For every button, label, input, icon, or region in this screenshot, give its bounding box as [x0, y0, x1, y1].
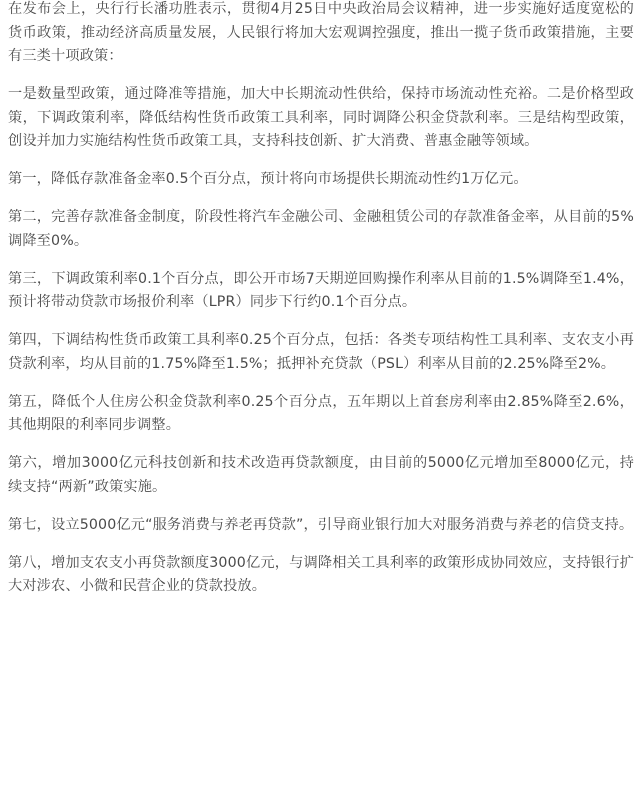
- policy-item-3: 第三，下调政策利率0.1个百分点，即公开市场7天期逆回购操作利率从目前的1.5%调降至1.4%，预计将带动贷款市场报价利率（LPR）同步下行约0.1个百分点。: [8, 270, 634, 310]
- intro-paragraph: 在发布会上，央行行长潘功胜表示，贯彻4月25日中央政治局会议精神，进一步实施好适度宽松的货币政策，推动经济高质量发展，人民银行将加大宏观调控强度，推出一揽子货币政策措施，主要有三类十项政策：: [8, 1, 634, 64]
- policy-item-1: 第一，降低存款准备金率0.5个百分点，预计将向市场提供长期流动性约1万亿元。: [8, 171, 528, 187]
- policy-item-2: 第二，完善存款准备金制度，阶段性将汽车金融公司、金融租赁公司的存款准备金率，从目前的5%调降至0%。: [8, 209, 634, 249]
- policy-item-4: 第四，下调结构性货币政策工具利率0.25个百分点，包括：各类专项结构性工具利率、支农支小再贷款利率，均从目前的1.75%降至1.5%；抵押补充贷款（PSL）利率从目前的2.25%降至2%。: [8, 332, 634, 372]
- article-body: [8, 0, 634, 613]
- policy-item-8: 第八，增加支农支小再贷款额度3000亿元，与调降相关工具利率的政策形成协同效应，支持银行扩大对涉农、小微和民营企业的贷款投放。: [8, 554, 634, 594]
- policy-item-6: 第六，增加3000亿元科技创新和技术改造再贷款额度，由目前的5000亿元增加至8000亿元，持续支持“两新”政策实施。: [8, 455, 634, 495]
- policy-categories-paragraph: 一是数量型政策，通过降准等措施，加大中长期流动性供给，保持市场流动性充裕。二是价格型政策，下调政策利率，降低结构性货币政策工具利率，同时调降公积金贷款利率。三是结构型政策，创设并加力实施结构性货币政策工具，支持科技创新、扩大消费、普惠金融等领域。: [8, 86, 634, 149]
- policy-item-7: 第七，设立5000亿元“服务消费与养老再贷款”，引导商业银行加大对服务消费与养老的信贷支持。: [8, 516, 634, 533]
- policy-item-5: 第五，降低个人住房公积金贷款利率0.25个百分点，五年期以上首套房利率由2.85%降至2.6%，其他期限的利率同步调整。: [8, 393, 634, 433]
